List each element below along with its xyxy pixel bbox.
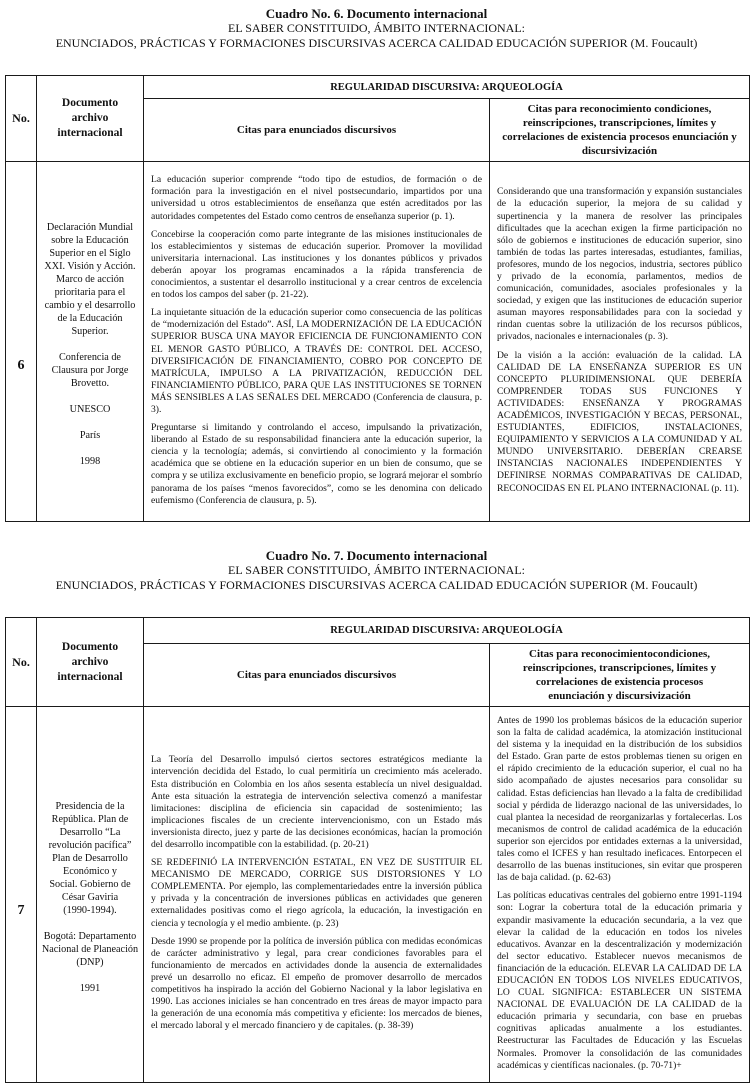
table-7-caption [0, 548, 753, 593]
row-number: 6 [6, 162, 37, 522]
document-publisher: Bogotá: Departamento Nacional de Planeación (DNP) [41, 930, 139, 968]
quote-paragraph: Desde 1990 se propende por la política de inversión pública con medidas económicas de carácter administrativo y legal, para crear condiciones favorables para el funcionamiento de mercados en actividades donde la ausencia de externalidades prevé un desarrollo no eficaz. El empeño de promover desarrollo de mercados competitivos ha inspirado la acción del Gobierno Nacional y la labor legislativa en 1990. Las acciones iniciales se han concentrado en tres áreas de mayor impacto para la generación de una economía más competitiva y eficiente: los mercados de bienes, el mercado laboral y el mercado financiero y de capitales. (p. 38-39) [151, 935, 482, 1032]
quote-paragraph: La Teoría del Desarrollo impulsó ciertos sectores estratégicos mediante la intervención decidida del Estado, lo cual permitiría un crecimiento más acelerado. Esta distribución en Colombia en los años sesenta establecía un nivel desigualdad. Ante esta situación la estrategia de intervención selectiva comenzó a manifestar limitaciones: disciplina de eficiencia sin capacidad de sostenimiento; las implicaciones fiscales de un creciente intervencionismo, con un Estado más inversionista directo, juez y parte de las decisiones económicas, hacían la promoción del desarrollo incompatible con la estabilidad. (p. 20-21) [151, 754, 482, 850]
header-documento: Documento archivo internacional [37, 618, 144, 707]
table-6-subtitle: EL SABER CONSTITUIDO, ÁMBITO INTERNACIONAL: [228, 21, 525, 35]
citas-enunciados-cell [144, 162, 490, 522]
quote-paragraph: Preguntarse si limitando y controlando el acceso, impulsando la privatización, liberando al Estado de su responsabilidad financiera ante la educación superior, la ciencia y la tecnología; además, si convirtiendo al conocimiento y la formación académica que se obtiene en la educación superior en un bien de consumo, que se compra y se utiliza exclusivamente en beneficio propio, se logrará mejorar el sombrío panorama de los países “menos favorecidos”, como se les denomina con delicado eufemismo (Conferencia de clausura, p. 5). [151, 422, 482, 506]
quote-paragraph: Considerando que una transformación y expansión sustanciales de la educación superior, la mejora de su calidad y supertinencia y la manera de resolver las principales dificultades que la acechan exigen la firme participación no sólo de gobiernos e instituciones de educación superior, sino también de todas las partes interesadas, estudiantes, familias, profesores, mundo de los negocios, industria, sectores público y privado de la economía, parlamentos, medios de comunicación, comunidades, asociales profesionales y la sociedad, y exigen que las instituciones de educación superior asuman mayores responsabilidades para con la sociedad y rindan cuentas sobre la utilización de los recursos públicos, privados, nacionales e internacionales (p. 3). [497, 186, 743, 343]
table-6-title: Cuadro No. 6. Documento internacional [265, 6, 488, 21]
citas-reconocimiento-cell [490, 162, 750, 522]
table-7 [5, 617, 750, 1083]
table-6-heading: ENUNCIADOS, PRÁCTICAS Y FORMACIONES DISCURSIVAS ACERCA CALIDAD EDUCACIÓN SUPERIOR (M. Foucault) [55, 36, 698, 50]
document-org: UNESCO [69, 404, 111, 415]
document-cell [37, 707, 144, 1083]
document-place: París [79, 430, 101, 441]
document-title: Presidencia de la República. Plan de Desarrollo “La revolución pacífica” Plan de Desarrollo Económico y Social. Gobierno de César Gaviria (1990-1994). [48, 800, 132, 916]
document-title: Declaración Mundial sobre la Educación Superior en el Siglo XXI. Visión y Acción. Marco de acción prioritaria para el cambio y el desarrollo de la Educación Superior. [44, 222, 136, 337]
header-citas-enunciados: Citas para enunciados discursivos [144, 99, 490, 162]
header-no: No. [6, 618, 37, 707]
table-7-heading: ENUNCIADOS, PRÁCTICAS Y FORMACIONES DISCURSIVAS ACERCA CALIDAD EDUCACIÓN SUPERIOR (M. Foucault) [55, 578, 698, 592]
header-citas-enunciados: Citas para enunciados discursivos [144, 644, 490, 707]
document-cell [37, 162, 144, 522]
quote-paragraph: Antes de 1990 los problemas básicos de la educación superior son la falta de calidad académica, la atomización institucional del sistema y la inequidad en la distribución de los subsidios del Estado. Gran parte de estos problemas tienen su origen en el rápido crecimiento de la educación superior, el cual no ha sido acompañado de ajustes necesarios para consolidar su calidad. Estas deficiencias han llevado a la falta de credibilidad social y pérdida de liderazgo nacional de las universidades, lo cual plantea la necesidad de reorganizarlas y fortalecerlas. Los mecanismos de control de calidad académica de la educación superior son ejercidos por entidades externas a la universidad, tales como el ICFES y han resultado ineficaces. Entorpecen el desarrollo de las buenas instituciones, sin evitar que prosperen las de baja calidad. (p. 62-63) [497, 715, 743, 884]
document-year: 1991 [79, 982, 101, 994]
document-author: Conferencia de Clausura por Jorge Brovetto. [51, 352, 129, 389]
quote-paragraph: Concebirse la cooperación como parte integrante de las misiones institucionales de los establecimientos y sistemas de educación superior. Promover la movilidad universitaria internacional. Las instituciones y los donantes públicos y privados deberán apoyar los programas encaminados a la rápida transferencia de conocimientos, a sustentar el desarrollo institucional y a crear centros de excelencia en todos los campos del saber (p. 21-22). [151, 228, 482, 301]
quote-paragraph: La educación superior comprende “todo tipo de estudios, de formación o de formación para la investigación en el nivel postsecundario, impartidos por una universidad u otros establecimientos de enseñanza que estén acreditados por las autoridades competentes del Estado como centros de enseñanza superior (p. 1). [151, 174, 482, 222]
citas-reconocimiento-cell [490, 707, 750, 1083]
quote-paragraph: La inquietante situación de la educación superior como consecuencia de las políticas de “modernización del Estado”. ASÍ, LA MODERNIZACIÓN DE LA EDUCACIÓN SUPERIOR BUSCA UNA MAYOR EFICIENCIA DE FUNCIONAMIENTO CON EL MENOR GASTO PÚBLICO, A TRAVÉS DE: CONTROL DEL ACCESO, DIVERSIFICACIÓN DE FINANCIAMIENTO, COBRO POR CONCEPTO DE MATRÍCULA, IMPULSO A LA PRIVATIZACIÓN, REDUCCIÓN DEL FINANCIAMIENTO PÚBLICO, PARA QUE LAS INSTITUCIONES SE TORNEN MÁS SENSIBLES A LAS SEÑALES DEL MERCADO (Conferencia de clausura, p. 3). [151, 307, 482, 415]
header-regularidad: REGULARIDAD DISCURSIVA: ARQUEOLOGÍA [144, 76, 750, 99]
header-no: No. [6, 76, 37, 162]
row-number: 7 [6, 707, 37, 1083]
quote-paragraph: De la visión a la acción: evaluación de la calidad. LA CALIDAD DE LA ENSEÑANZA SUPERIOR ES UN CONCEPTO PLURIDIMENSIONAL QUE DEBERÍA COMPRENDER TODAS SUS FUNCIONES Y ACTIVIDADES: ENSEÑANZA Y PROGRAMAS ACADÉMICOS, INVESTIGACIÓN Y BECAS, PERSONAL, ESTUDIANTES, EDIFICIOS, INSTALACIONES, EQUIPAMIENTO Y SERVICIOS A LA COMUNIDAD Y AL MUNDO UNIVERSITARIO. DEBERÍAN CREARSE INSTANCIAS NACIONALES INDEPENDIENTES Y DEFINIRSE NORMAS COMPARATIVAS DE CALIDAD, RECONOCIDAS EN EL PLANO INTERNACIONAL (p. 11). [497, 349, 743, 494]
table-7-subtitle: EL SABER CONSTITUIDO, ÁMBITO INTERNACIONAL: [228, 563, 525, 577]
table-row [6, 707, 750, 1083]
table-6-caption [0, 6, 753, 51]
header-citas-reconocimiento: Citas para reconocimiento condiciones, reinscripciones, transcripciones, límites y correlaciones de existencia procesos enunciación y discursivización [490, 99, 750, 162]
quote-paragraph: SE REDEFINIÓ LA INTERVENCIÓN ESTATAL, EN VEZ DE SUSTITUIR EL MECANISMO DE MERCADO, CORRIGE SUS DISTORSIONES Y LO COMPLEMENTA. Por ejemplo, las complementariedades entre la inversión pública y privada y la concentración de inversiones públicas en actividades que generen externalidades positivas como el riego agrícola, la educación, la investigación en ciencia y tecnología y el medio ambiente. (p. 23) [151, 857, 482, 929]
header-citas-reconocimiento: Citas para reconocimientocondiciones, reinscripciones, transcripciones, límites y correlaciones de existencia procesos enunciación y discursivización [490, 644, 750, 707]
document-year: 1998 [79, 456, 101, 467]
table-row [6, 162, 750, 522]
table-6 [5, 75, 750, 522]
citas-enunciados-cell [144, 707, 490, 1083]
quote-paragraph: Las políticas educativas centrales del gobierno entre 1991-1194 son: Lograr la cobertura total de la educación primaria y expandir masivamente la educación secundaria, a la vez que elevar la calidad de la educación en todos los niveles educativos. Avanzar en la descentralización y modernización del sector educativo. Establecer nuevos mecanismos de financiación de la educación. ELEVAR LA CALIDAD DE LA EDUCACIÓN EN TODOS LOS NIVELES EDUCATIVOS, LO CUAL SIGNIFICA: ESTABLECER UN SISTEMA NACIONAL DE EVALUACIÓN DE LA CALIDAD de la educación primaria y secundaria, con base en pruebas cognitivas aplicadas anualmente a los estudiantes. Reestructurar las Facultades de Educación y las Escuelas Normales. Promover la consolidación de las comunidades académicas y científicas nacionales. (p. 70-71)+ [497, 890, 743, 1071]
header-regularidad: REGULARIDAD DISCURSIVA: ARQUEOLOGÍA [144, 618, 750, 644]
table-7-title: Cuadro No. 7. Documento internacional [265, 548, 488, 563]
header-documento: Documento archivo internacional [37, 76, 144, 162]
